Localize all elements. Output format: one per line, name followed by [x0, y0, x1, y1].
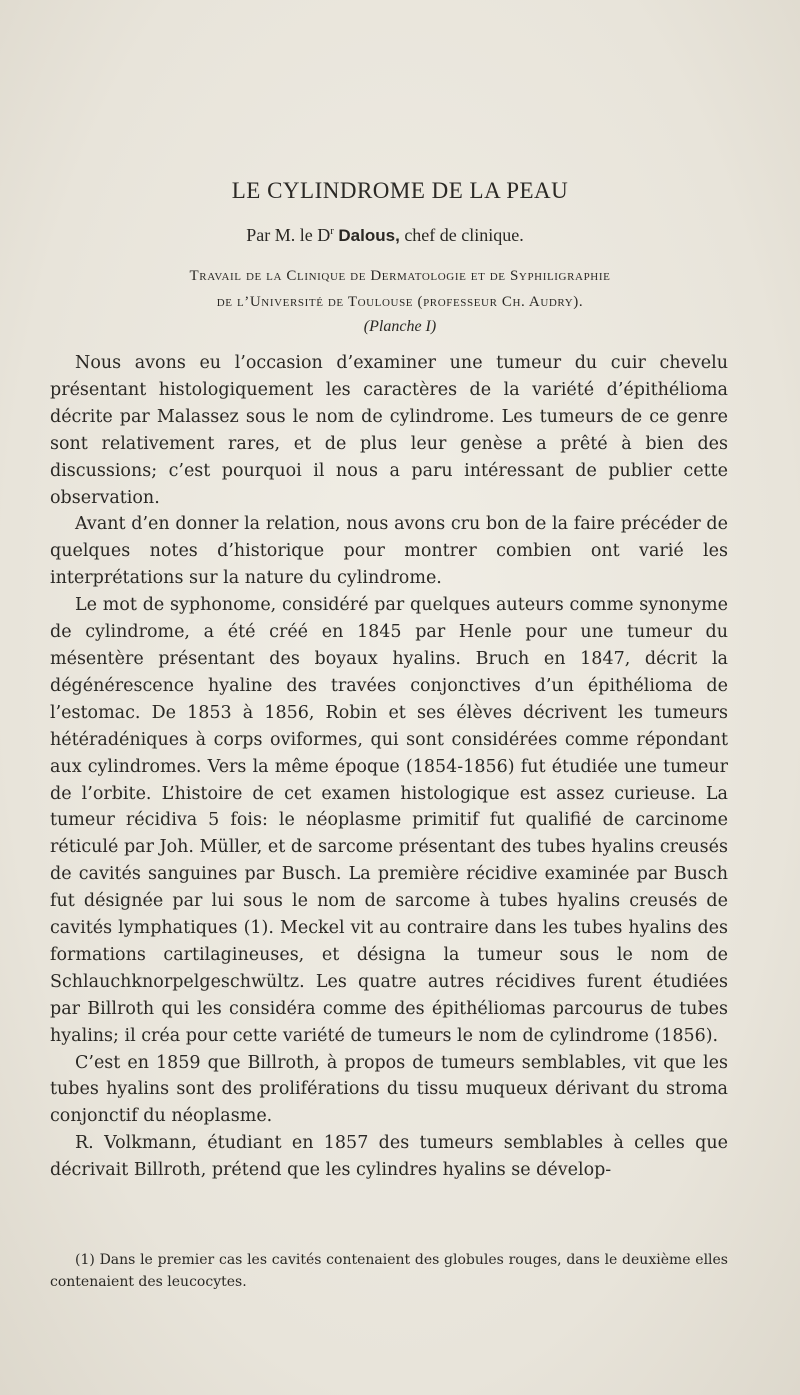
byline-superscript: r	[330, 225, 334, 237]
article-title: LE CYLINDROME DE LA PEAU	[231, 178, 569, 203]
footnote: (1) Dans le premier cas les cavités contenaient des globules rouges, dans le deuxième elles contenaient des leucocytes.	[50, 1252, 728, 1290]
plate-reference: (Planche I)	[363, 318, 437, 335]
body-text	[50, 350, 728, 1184]
affiliation-line-2: de l’Université de Toulouse (professeur Ch. Audry).	[216, 294, 584, 310]
byline-suffix: chef de clinique.	[399, 225, 524, 245]
byline	[0, 225, 770, 246]
paragraph: C’est en 1859 que Billroth, à propos de tumeurs semblables, vit que les tubes hyalins sont des proliférations du tissu muqueux dérivant du stroma conjonctif du néoplasme.	[50, 1052, 728, 1127]
byline-prefix: Par M. le D	[246, 225, 331, 245]
paragraph: Le mot de syphonome, considéré par quelques auteurs comme synonyme de cylindrome, a été créé en 1845 par Henle pour une tumeur du mésentère présentant des boyaux hyalins. Bruch en 1847, décrit la dégénérescence hyaline des travées conjonctives d’un épithélioma de l’estomac. De 1853 à 1856, Robin et ses élèves décrivent les tumeurs hétéradéniques à corps oviformes, qui sont considérées comme répondant aux cylindromes. Vers la même époque (1854-1856) fut étudiée une tumeur de l’orbite. L’histoire de cet examen histologique est assez curieuse. La tumeur récidiva 5 fois: le néoplasme primitif fut qualifié de carcinome réticulé par Joh. Müller, et de sarcome présentant des tubes hyalins creusés de cavités sanguines par Busch. La première récidive examinée par Busch fut désignée par lui sous le nom de sarcome à tubes hyalins creusés de cavités lymphatiques (1). Meckel vit au contraire dans les tubes hyalins des formations cartilagineuses, et désigna la tumeur sous le nom de Schlauchknorpelgeschwültz. Les quatre autres récidives furent étudiées par Billroth qui les considéra comme des épithéliomas parcourus de tubes hyalins; il créa pour cette variété de tumeurs le nom de cylindrome (1856).	[50, 595, 728, 1046]
paragraph: Avant d’en donner la relation, nous avons cru bon de la faire précéder de quelques notes d’historique pour montrer combien ont varié les interprétations sur la nature du cylindrome.	[50, 514, 728, 589]
affiliation-line-1: Travail de la Clinique de Dermatologie et de Syphiligraphie	[189, 268, 611, 284]
paragraph: Nous avons eu l’occasion d’examiner une tumeur du cuir chevelu présentant histologiquement les caractères de la variété d’épithélioma décrite par Malassez sous le nom de cylindrome. Les tumeurs de ce genre sont relativement rares, et de plus leur genèse a prêté à bien des discussions; c’est pourquoi il nous a paru intéressant de publier cette observation.	[50, 353, 728, 508]
paragraph: R. Volkmann, étudiant en 1857 des tumeurs semblables à celles que décrivait Billroth, prétend que les cylindres hyalins se dévelop-	[50, 1133, 728, 1181]
author-name: Dalous,	[338, 226, 400, 245]
